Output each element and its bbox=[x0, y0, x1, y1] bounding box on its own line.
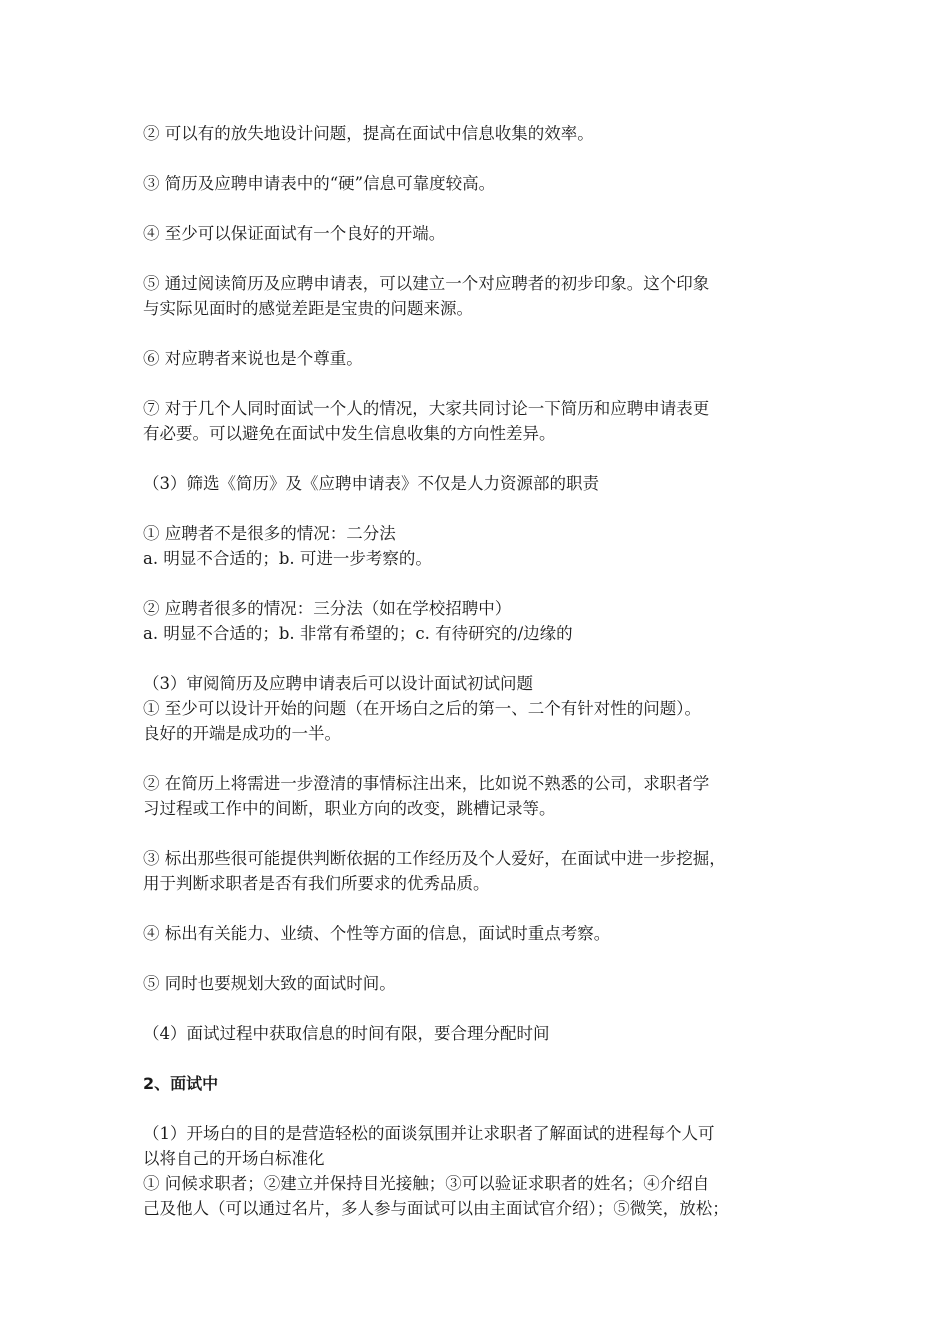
text-line: ⑤ 通过阅读简历及应聘申请表，可以建立一个对应聘者的初步印象。这个印象 bbox=[143, 274, 710, 293]
paragraph bbox=[143, 271, 823, 321]
text-line: （3）审阅简历及应聘申请表后可以设计面试初试问题 bbox=[143, 674, 533, 693]
paragraph bbox=[143, 221, 823, 246]
paragraph bbox=[143, 121, 823, 146]
text-line: ① 问候求职者；②建立并保持目光接触；③可以验证求职者的姓名；④介绍自 bbox=[143, 1174, 710, 1193]
text-line: ① 至少可以设计开始的问题（在开场白之后的第一、二个有针对性的问题）。 bbox=[143, 699, 701, 718]
paragraph bbox=[143, 471, 823, 496]
text-line: 良好的开端是成功的一半。 bbox=[143, 724, 341, 743]
text-line: 习过程或工作中的间断，职业方向的改变，跳槽记录等。 bbox=[143, 799, 556, 818]
text-line: ⑤ 同时也要规划大致的面试时间。 bbox=[143, 974, 396, 993]
paragraph bbox=[143, 671, 823, 746]
text-line: 以将自己的开场白标准化 bbox=[143, 1149, 325, 1168]
text-line: ⑦ 对于几个人同时面试一个人的情况，大家共同讨论一下简历和应聘申请表更 bbox=[143, 399, 710, 418]
text-line: ③ 简历及应聘申请表中的“硬”信息可靠度较高。 bbox=[143, 174, 496, 193]
paragraph bbox=[143, 521, 823, 571]
text-line: （3）筛选《简历》及《应聘申请表》不仅是人力资源部的职责 bbox=[143, 474, 599, 493]
text-line: 用于判断求职者是否有我们所要求的优秀品质。 bbox=[143, 874, 490, 893]
text-line: ④ 标出有关能力、业绩、个性等方面的信息，面试时重点考察。 bbox=[143, 924, 611, 943]
text-line: ② 在简历上将需进一步澄清的事情标注出来，比如说不熟悉的公司，求职者学 bbox=[143, 774, 710, 793]
text-line: 有必要。可以避免在面试中发生信息收集的方向性差异。 bbox=[143, 424, 556, 443]
text-line: （1）开场白的目的是营造轻松的面谈氛围并让求职者了解面试的进程每个人可 bbox=[143, 1124, 715, 1143]
text-line: （4）面试过程中获取信息的时间有限，要合理分配时间 bbox=[143, 1024, 550, 1043]
text-line: ⑥ 对应聘者来说也是个尊重。 bbox=[143, 349, 363, 368]
text-line: ② 可以有的放失地设计问题，提高在面试中信息收集的效率。 bbox=[143, 124, 594, 143]
text-line: ② 应聘者很多的情况：三分法（如在学校招聘中） bbox=[143, 599, 512, 618]
paragraph bbox=[143, 1021, 823, 1046]
paragraph bbox=[143, 846, 823, 896]
text-line: ③ 标出那些很可能提供判断依据的工作经历及个人爱好，在面试中进一步挖掘， bbox=[143, 849, 726, 868]
paragraph bbox=[143, 921, 823, 946]
text-line: 与实际见面时的感觉差距是宝贵的问题来源。 bbox=[143, 299, 473, 318]
paragraph bbox=[143, 171, 823, 196]
paragraph bbox=[143, 1121, 823, 1221]
paragraph bbox=[143, 771, 823, 821]
text-line: ④ 至少可以保证面试有一个良好的开端。 bbox=[143, 224, 446, 243]
paragraph bbox=[143, 346, 823, 371]
text-line: ① 应聘者不是很多的情况：二分法 bbox=[143, 524, 396, 543]
document-body bbox=[143, 121, 823, 1246]
text-line: 2、面试中 bbox=[143, 1074, 219, 1093]
section-heading bbox=[143, 1071, 823, 1096]
text-line: a. 明显不合适的；b. 非常有希望的；c. 有待研究的/边缘的 bbox=[143, 624, 573, 643]
text-line: a. 明显不合适的；b. 可进一步考察的。 bbox=[143, 549, 432, 568]
paragraph bbox=[143, 596, 823, 646]
paragraph bbox=[143, 971, 823, 996]
text-line: 己及他人（可以通过名片，多人参与面试可以由主面试官介绍）；⑤微笑，放松； bbox=[143, 1199, 729, 1218]
paragraph bbox=[143, 396, 823, 446]
